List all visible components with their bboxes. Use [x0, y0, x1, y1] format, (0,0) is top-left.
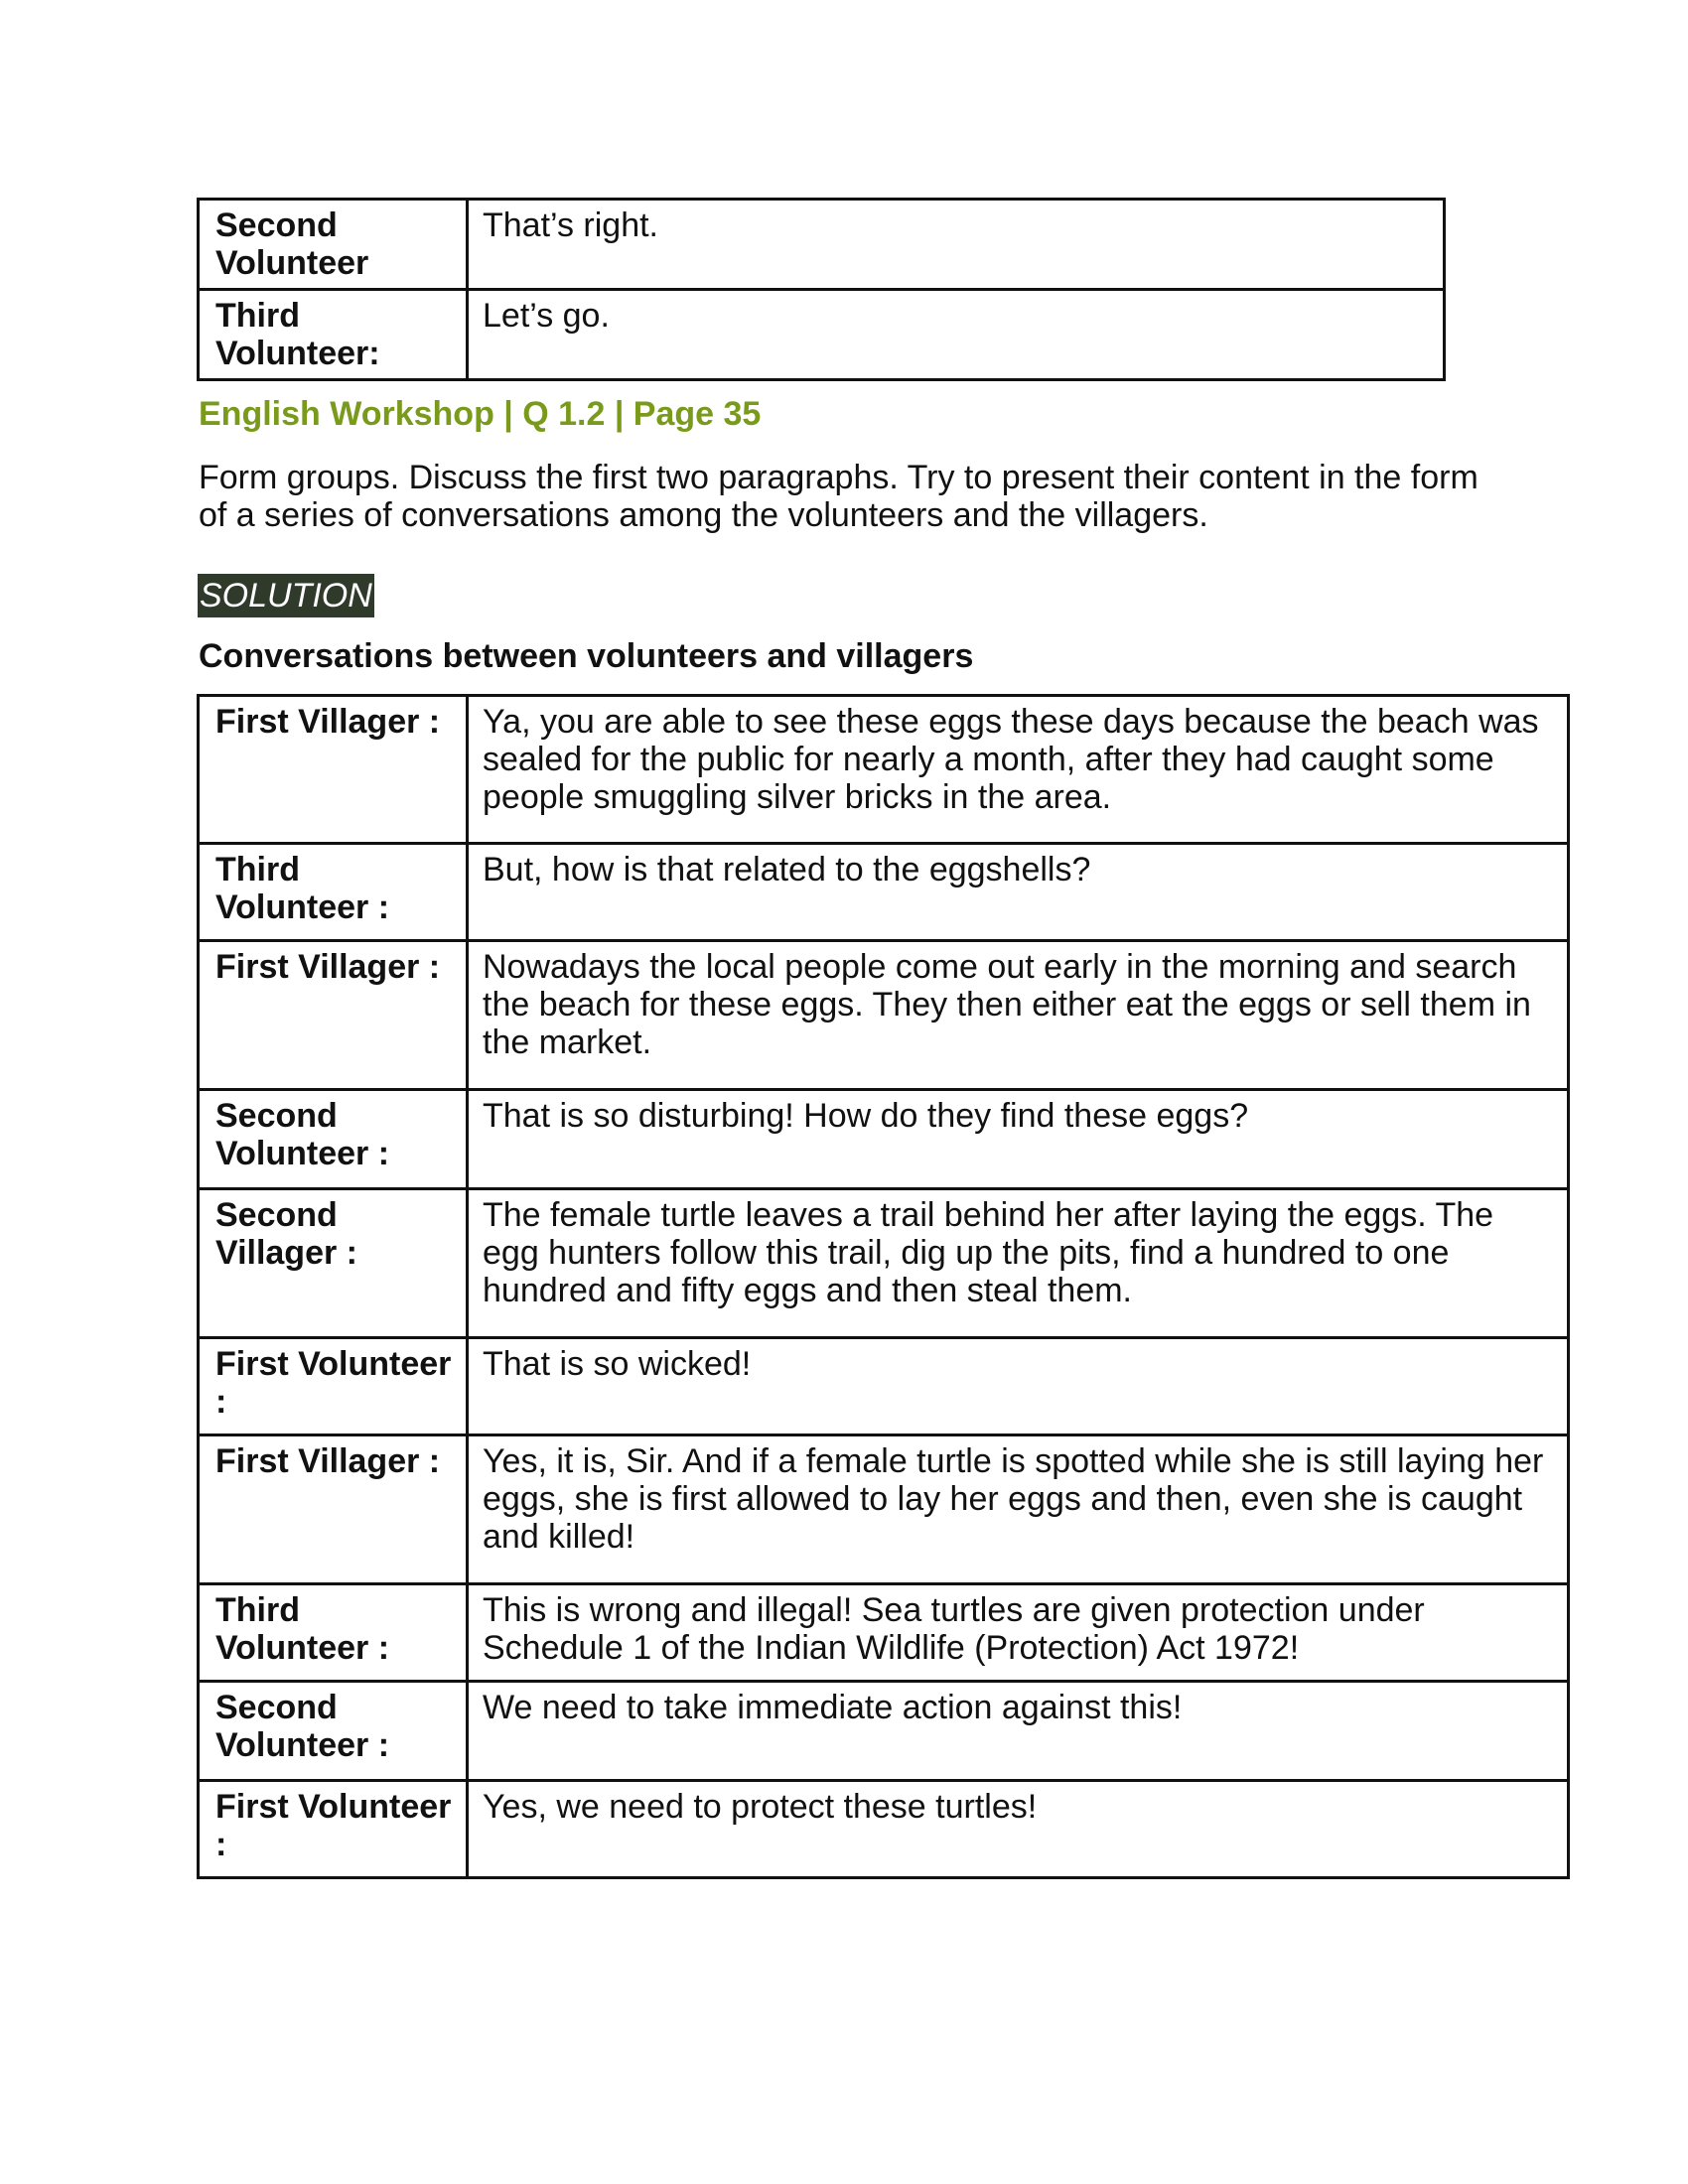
speaker-cell: First Volunteer : [199, 1338, 468, 1435]
dialogue-cell: That is so disturbing! How do they find these eggs? [468, 1090, 1569, 1189]
solution-subheading: Conversations between volunteers and villagers [199, 637, 974, 675]
dialogue-table-continued [197, 198, 1446, 381]
dialogue-cell: But, how is that related to the eggshells? [468, 844, 1569, 941]
dialogue-cell: Ya, you are able to see these eggs these days because the beach was sealed for the public for nearly a month, after they had caught some people smuggling silver bricks in the area. [468, 696, 1569, 844]
table-row [199, 1189, 1569, 1338]
dialogue-cell: That is so wicked! [468, 1338, 1569, 1435]
speaker-cell: Second Volunteer [199, 200, 468, 290]
table-row [199, 844, 1569, 941]
speaker-cell: First Villager : [199, 941, 468, 1090]
speaker-cell: Third Volunteer: [199, 290, 468, 380]
speaker-cell: Second Villager : [199, 1189, 468, 1338]
table-row [199, 941, 1569, 1090]
table-row [199, 290, 1445, 380]
solution-label: SOLUTION [198, 574, 374, 617]
table-row [199, 1781, 1569, 1878]
dialogue-cell: Let’s go. [468, 290, 1445, 380]
table-row [199, 1338, 1569, 1435]
dialogue-cell: Yes, it is, Sir. And if a female turtle is spotted while she is still laying her eggs, she is first allowed to lay her eggs and then, even she is caught and killed! [468, 1435, 1569, 1584]
speaker-cell: First Villager : [199, 696, 468, 844]
table-row [199, 200, 1445, 290]
dialogue-cell: That’s right. [468, 200, 1445, 290]
dialogue-cell: This is wrong and illegal! Sea turtles are given protection under Schedule 1 of the Indian Wildlife (Protection) Act 1972! [468, 1584, 1569, 1682]
speaker-cell: First Villager : [199, 1435, 468, 1584]
table-row [199, 1090, 1569, 1189]
dialogue-cell: The female turtle leaves a trail behind her after laying the eggs. The egg hunters follow this trail, dig up the pits, find a hundred to one hundred and fifty eggs and then steal them. [468, 1189, 1569, 1338]
speaker-cell: Second Volunteer : [199, 1682, 468, 1781]
speaker-cell: Third Volunteer : [199, 1584, 468, 1682]
dialogue-table [197, 694, 1570, 1879]
table-row [199, 1682, 1569, 1781]
speaker-cell: Second Volunteer : [199, 1090, 468, 1189]
speaker-cell: Third Volunteer : [199, 844, 468, 941]
section-heading: English Workshop | Q 1.2 | Page 35 [199, 395, 762, 433]
dialogue-cell: We need to take immediate action against this! [468, 1682, 1569, 1781]
speaker-cell: First Volunteer : [199, 1781, 468, 1878]
question-prompt: Form groups. Discuss the first two paragraphs. Try to present their content in the form of a series of conversations among the volunteers and the villagers. [199, 459, 1478, 534]
dialogue-cell: Yes, we need to protect these turtles! [468, 1781, 1569, 1878]
table-row [199, 1435, 1569, 1584]
table-row [199, 1584, 1569, 1682]
dialogue-cell: Nowadays the local people come out early in the morning and search the beach for these eggs. They then either eat the eggs or sell them in the market. [468, 941, 1569, 1090]
table-row [199, 696, 1569, 844]
